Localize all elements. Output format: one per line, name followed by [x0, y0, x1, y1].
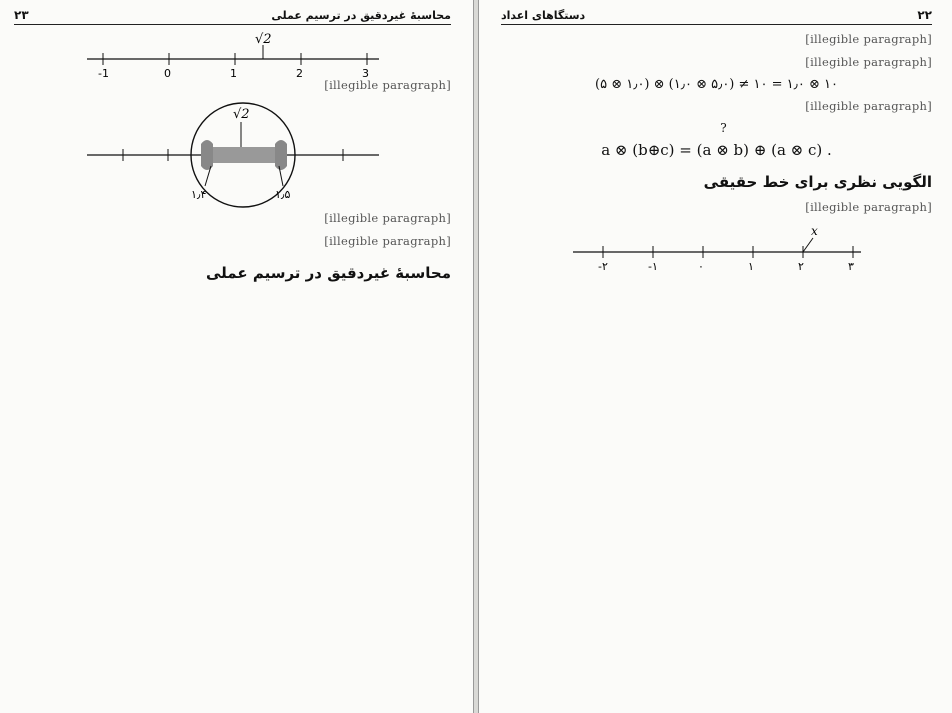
right-header-title: دستگاهای اعداد: [501, 9, 586, 22]
right-number-line-tick-label: ۱: [747, 260, 754, 273]
right-paragraph: [illegible paragraph]: [805, 55, 932, 69]
right-paragraph: [illegible paragraph]: [805, 99, 932, 113]
real-line-figure: [567, 222, 867, 274]
left-page-number: ۲۳: [14, 8, 29, 22]
right-page: [478, 0, 952, 713]
left-paragraph: [illegible paragraph]: [324, 211, 451, 225]
right-number-line-tick-label: ۲: [797, 260, 804, 273]
left-number-line-tick-label: 2: [295, 67, 303, 77]
right-number-line-tick-label: -۱: [647, 260, 658, 273]
left-paragraph: [illegible paragraph]: [324, 234, 451, 248]
root2-label: √2: [254, 32, 272, 47]
left-number-line-tick-label: -1: [97, 67, 109, 77]
right-page-number: ۲۲: [917, 8, 932, 22]
formula-line: (۵ ⊗ ۱٫۰) ⊗ (۱٫۰ ⊗ ۵٫۰) ≠ ۱۰ = ۱٫۰ ⊗ ۱۰: [595, 77, 838, 92]
distributive-formula: a ⊗ (b⊕c) = (a ⊗ b) ⊕ (a ⊗ c) .: [601, 141, 832, 159]
label-1-4: ۱٫۴: [190, 188, 206, 201]
right-number-line-tick-label: ۰: [697, 260, 704, 273]
left-section-heading: محاسبهٔ غیردقیق در ترسیم عملی: [206, 264, 451, 282]
right-number-line-tick-label: ۳: [847, 260, 854, 273]
left-header-title: محاسبهٔ غیردقیق در ترسیم عملی: [271, 9, 451, 22]
left-running-header: [14, 8, 451, 25]
magnified-root2-label: √2: [232, 107, 250, 122]
left-number-line-tick-label: 0: [163, 67, 171, 77]
left-page: [0, 0, 474, 713]
right-section-heading: الگویی نظری برای خط حقیقی: [703, 173, 932, 191]
right-paragraph: [illegible paragraph]: [805, 200, 932, 214]
point-x-label: x: [810, 224, 818, 238]
number-line-figure: [83, 31, 383, 77]
left-number-line-tick-label: 3: [361, 67, 369, 77]
formula-question-mark: ?: [720, 121, 727, 135]
magnified-number-line-figure: [83, 100, 383, 210]
label-1-5: ۱٫۵: [274, 188, 290, 201]
right-running-header: [501, 8, 932, 25]
left-number-line-tick-label: 1: [229, 67, 237, 77]
left-paragraph: [illegible paragraph]: [324, 78, 451, 92]
right-number-line-tick-label: -۲: [597, 260, 608, 273]
right-paragraph: [illegible paragraph]: [805, 32, 932, 46]
